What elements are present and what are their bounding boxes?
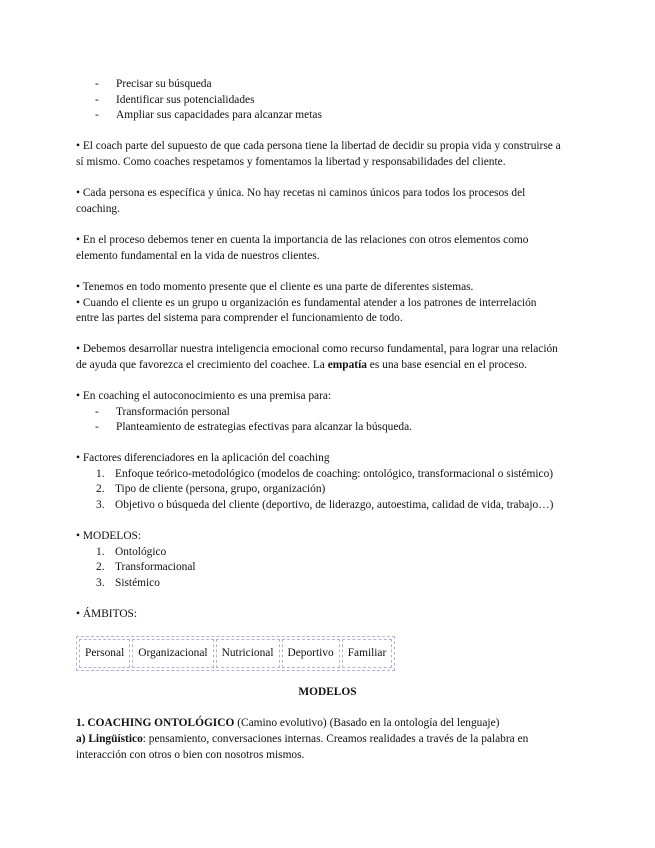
list-item bbox=[95, 108, 322, 122]
number-marker: 3. bbox=[96, 577, 105, 589]
paragraph-line: interacción con otros o bien con nosotros mismos. bbox=[76, 749, 305, 761]
paragraph-line: elemento fundamental en la vida de nuestros clientes. bbox=[76, 250, 320, 262]
number-marker: 2. bbox=[96, 483, 105, 495]
list-item-text: Precisar su búsqueda bbox=[116, 78, 212, 90]
paragraph-line: • Factores diferenciadores en la aplicación del coaching bbox=[76, 452, 330, 464]
dash-marker: - bbox=[95, 94, 99, 106]
list-item bbox=[96, 545, 167, 559]
paragraph-line: sí mismo. Como coaches respetamos y fomentamos la libertad y responsabilidades del cliente. bbox=[76, 156, 506, 168]
list-item-text: Planteamiento de estrategias efectivas para alcanzar la búsqueda. bbox=[116, 421, 413, 433]
paragraph-line: • El coach parte del supuesto de que cada persona tiene la libertad de decidir su propia vida y construirse a bbox=[76, 140, 561, 152]
number-marker: 3. bbox=[96, 499, 105, 511]
table-cell: Personal bbox=[79, 639, 130, 668]
table-row bbox=[79, 639, 392, 668]
paragraph-line: entre las partes del sistema para comprender el funcionamiento de todo. bbox=[76, 312, 403, 324]
list-item-text: Ampliar sus capacidades para alcanzar metas bbox=[116, 109, 322, 121]
list-item bbox=[96, 482, 326, 496]
bold-heading: 1. COACHING ONTOLÓGICO bbox=[76, 717, 235, 729]
paragraph-line: • MODELOS: bbox=[76, 530, 142, 542]
list-item bbox=[95, 93, 255, 107]
paragraph-line: • Cuando el cliente es un grupo u organización es fundamental atender a los patrones de interrelación bbox=[76, 297, 537, 309]
paragraph-line: coaching. bbox=[76, 203, 120, 215]
text-run: : pensamiento, conversaciones internas. Creamos realidades a través de la palabra en bbox=[142, 733, 529, 745]
list-item bbox=[96, 467, 554, 481]
list-item bbox=[95, 420, 413, 434]
paragraph-line: • Cada persona es específica y única. No hay recetas ni caminos únicos para todos los procesos del bbox=[76, 187, 526, 199]
list-item bbox=[95, 405, 230, 419]
number-marker: 1. bbox=[96, 546, 105, 558]
list-item-text: Objetivo o búsqueda del cliente (deportivo, de liderazgo, autoestima, calidad de vida, trabajo…) bbox=[115, 499, 554, 511]
paragraph-line: • En el proceso debemos tener en cuenta la importancia de las relaciones con otros elementos como bbox=[76, 234, 529, 246]
number-marker: 2. bbox=[96, 561, 105, 573]
paragraph-line bbox=[76, 358, 527, 372]
number-marker: 1. bbox=[96, 468, 105, 480]
table-cell: Familiar bbox=[342, 639, 393, 668]
list-item bbox=[96, 560, 196, 574]
paragraph-line: • Debemos desarrollar nuestra inteligencia emocional como recurso fundamental, para lograr una relación bbox=[76, 343, 558, 355]
list-item-text: Sistémico bbox=[115, 577, 160, 589]
dash-marker: - bbox=[95, 421, 99, 433]
table-cell: Deportivo bbox=[282, 639, 340, 668]
bold-text: a) Lingüístico bbox=[76, 733, 143, 745]
list-item bbox=[96, 498, 554, 512]
list-item bbox=[96, 576, 160, 590]
paragraph-line: • En coaching el autoconocimiento es una premisa para: bbox=[76, 390, 332, 402]
ambitos-table bbox=[76, 636, 395, 671]
paragraph-line: • Tenemos en todo momento presente que el cliente es una parte de diferentes sistemas. bbox=[76, 281, 474, 293]
bold-text: empatía bbox=[327, 359, 367, 371]
list-item bbox=[95, 77, 212, 91]
list-item-text: Ontológico bbox=[115, 546, 167, 558]
list-item-text: Identificar sus potencialidades bbox=[116, 94, 255, 106]
paragraph-line: • ÁMBITOS: bbox=[76, 608, 138, 620]
text-run: (Camino evolutivo) (Basado en la ontología del lenguaje) bbox=[234, 717, 500, 729]
table-cell: Organizacional bbox=[132, 639, 213, 668]
paragraph-line bbox=[76, 732, 528, 746]
list-item-text: Transformación personal bbox=[116, 406, 230, 418]
list-item-text: Tipo de cliente (persona, grupo, organización) bbox=[115, 483, 326, 495]
list-item-text: Enfoque teórico-metodológico (modelos de coaching: ontológico, transformacional o sistémico) bbox=[115, 468, 554, 480]
dash-marker: - bbox=[95, 406, 99, 418]
text-run: de ayuda que favorezca el crecimiento del coachee. La bbox=[76, 359, 328, 371]
dash-marker: - bbox=[95, 109, 99, 121]
dash-marker: - bbox=[95, 78, 99, 90]
text-run: es una base esencial en el proceso. bbox=[366, 359, 527, 371]
paragraph-line bbox=[76, 716, 499, 730]
list-item-text: Transformacional bbox=[115, 561, 196, 573]
section-title: MODELOS bbox=[298, 686, 357, 698]
table-cell: Nutricional bbox=[216, 639, 280, 668]
